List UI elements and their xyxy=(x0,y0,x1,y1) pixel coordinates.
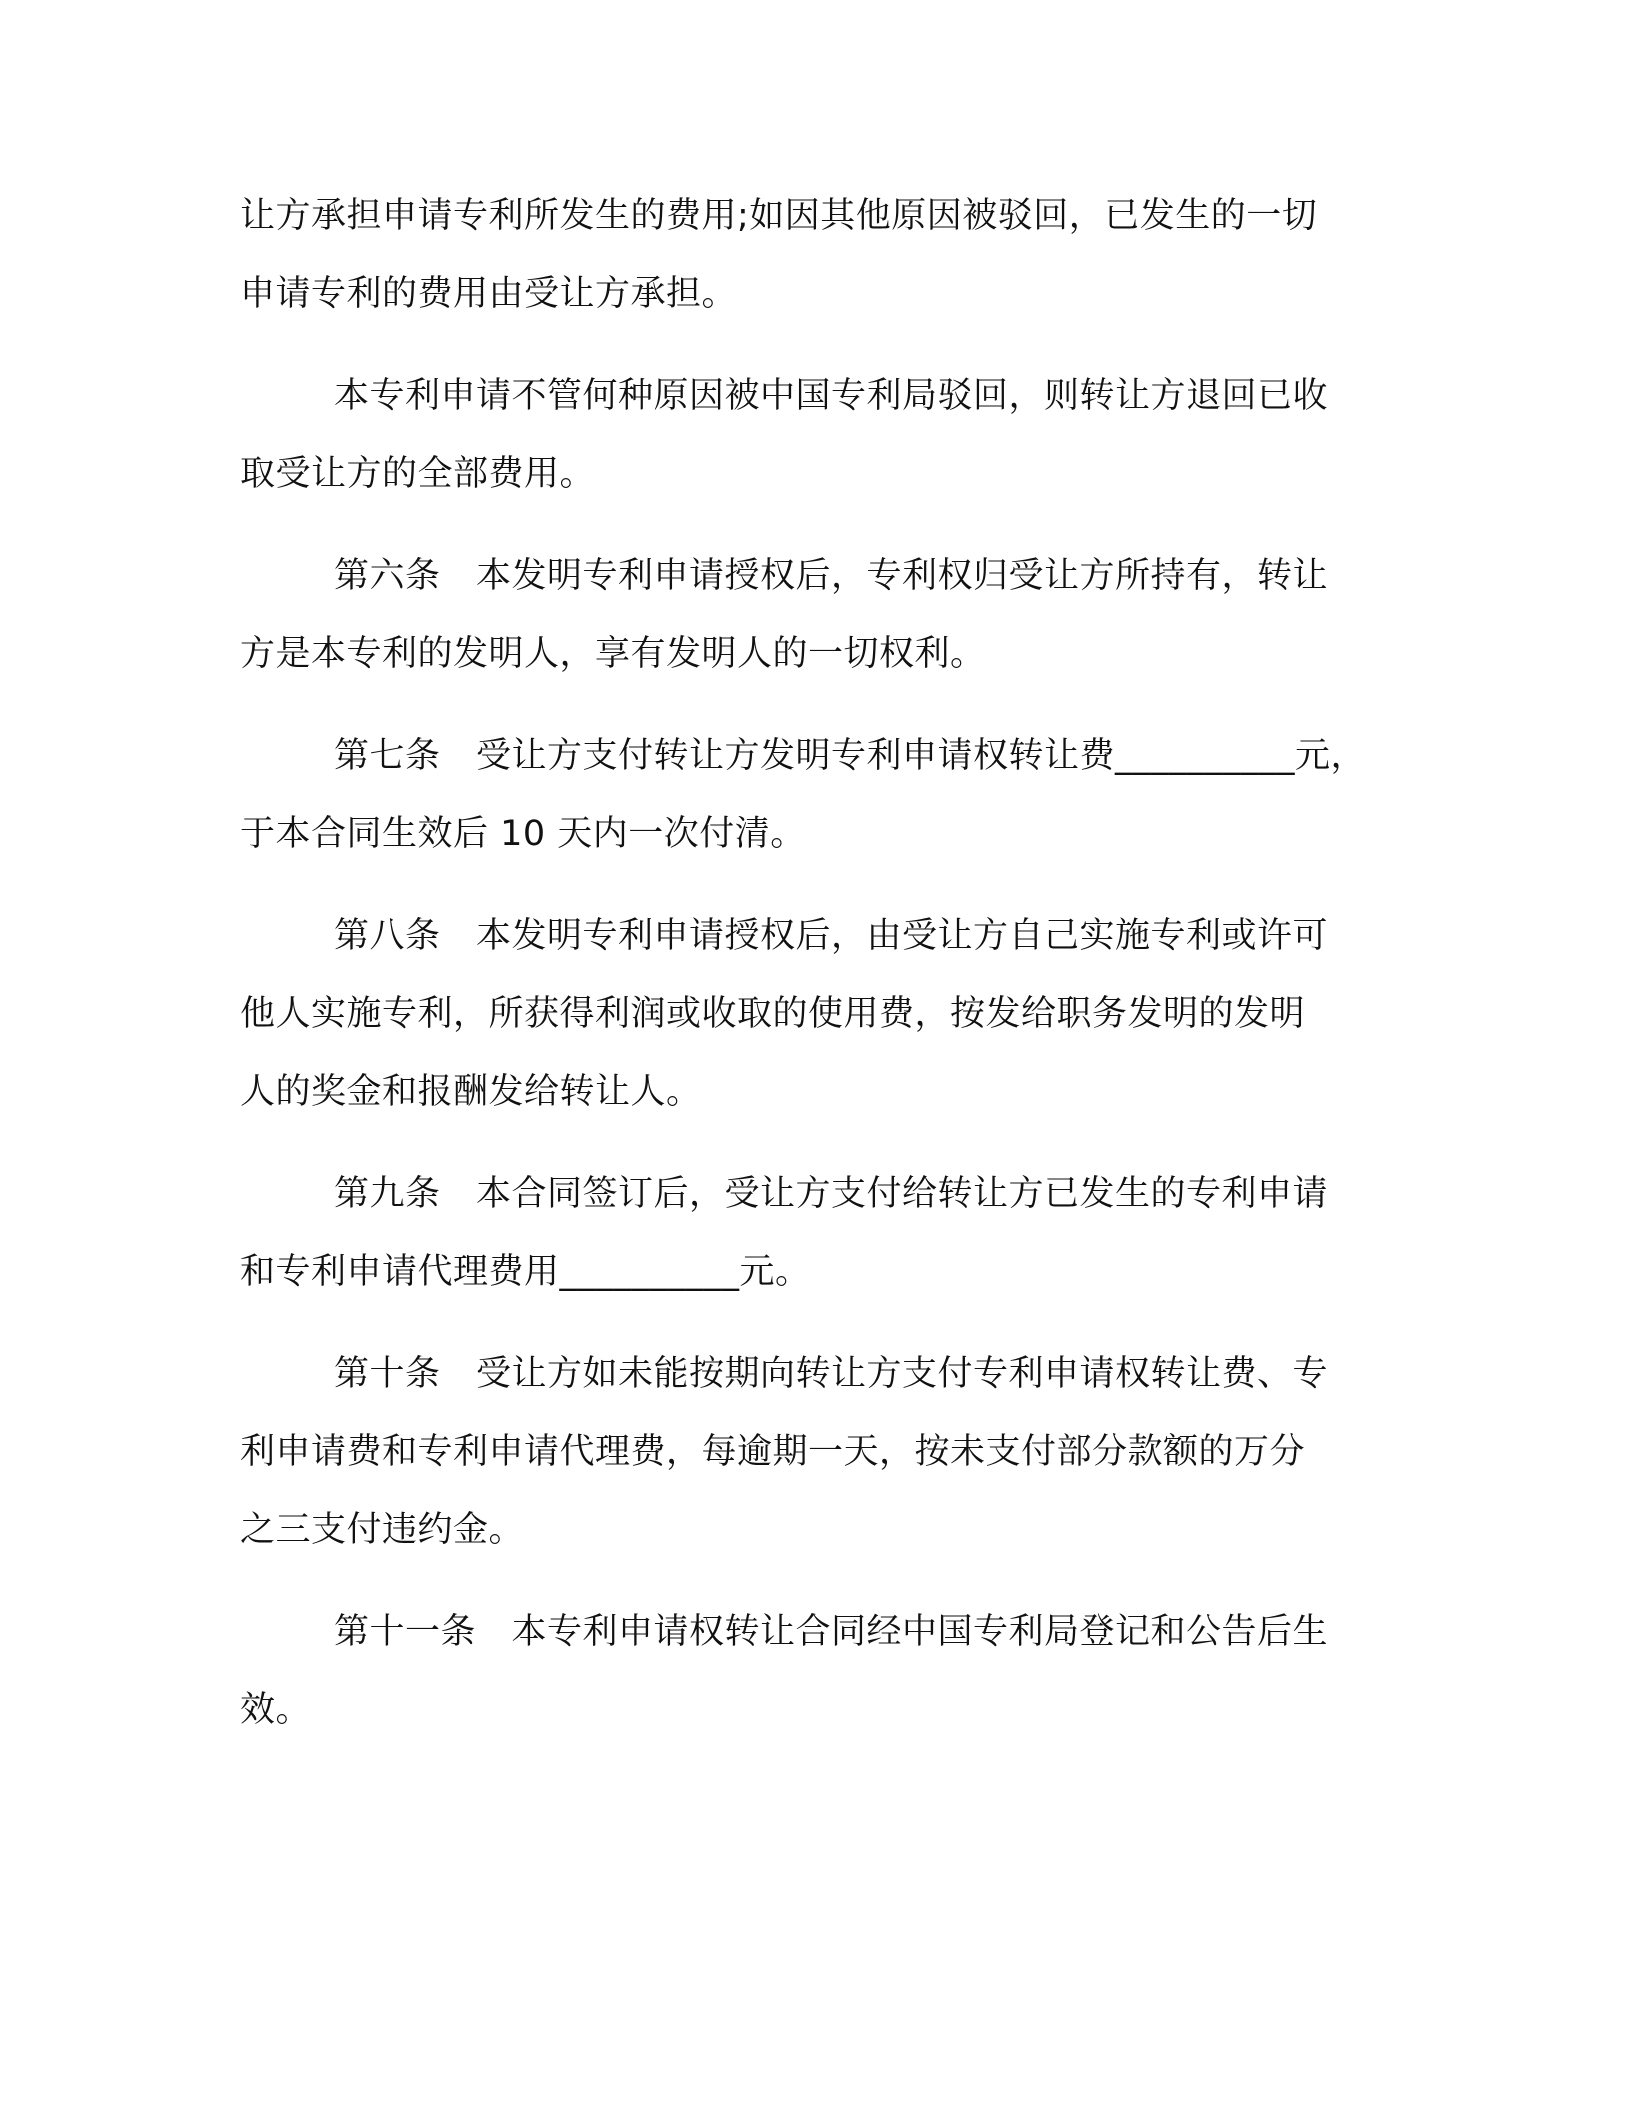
text-line: 他人实施专利，所获得利润或收取的使用费，按发给职务发明的发明 xyxy=(240,994,1306,1034)
text-line: 和专利申请代理费用__________元。 xyxy=(240,1252,811,1292)
article-7-heading-line: 第七条 受让方支付转让方发明专利申请权转让费__________元， xyxy=(334,736,1367,776)
article-10-heading-line: 第十条 受让方如未能按期向转让方支付专利申请权转让费、专 xyxy=(334,1354,1329,1394)
text-line: 利申请费和专利申请代理费，每逾期一天，按未支付部分款额的万分 xyxy=(240,1432,1306,1472)
text-line: 申请专利的费用由受让方承担。 xyxy=(240,274,738,314)
text-line: 方是本专利的发明人，享有发明人的一切权利。 xyxy=(240,634,986,674)
text-line: 之三支付违约金。 xyxy=(240,1510,525,1550)
paragraph-start: 本专利申请不管何种原因被中国专利局驳回，则转让方退回已收 xyxy=(334,376,1329,416)
article-6-heading-line: 第六条 本发明专利申请授权后，专利权归受让方所持有，转让 xyxy=(334,556,1329,596)
article-9-heading-line: 第九条 本合同签订后，受让方支付给转让方已发生的专利申请 xyxy=(334,1174,1329,1214)
text-line: 人的奖金和报酬发给转让人。 xyxy=(240,1072,702,1112)
text-line: 于本合同生效后 10 天内一次付清。 xyxy=(240,814,806,854)
article-8-heading-line: 第八条 本发明专利申请授权后，由受让方自己实施专利或许可 xyxy=(334,916,1329,956)
text-line: 取受让方的全部费用。 xyxy=(240,454,596,494)
article-11-heading-line: 第十一条 本专利申请权转让合同经中国专利局登记和公告后生 xyxy=(334,1612,1329,1652)
text-line: 效。 xyxy=(240,1690,312,1730)
text-line: 让方承担申请专利所发生的费用;如因其他原因被驳回，已发生的一切 xyxy=(240,196,1318,236)
